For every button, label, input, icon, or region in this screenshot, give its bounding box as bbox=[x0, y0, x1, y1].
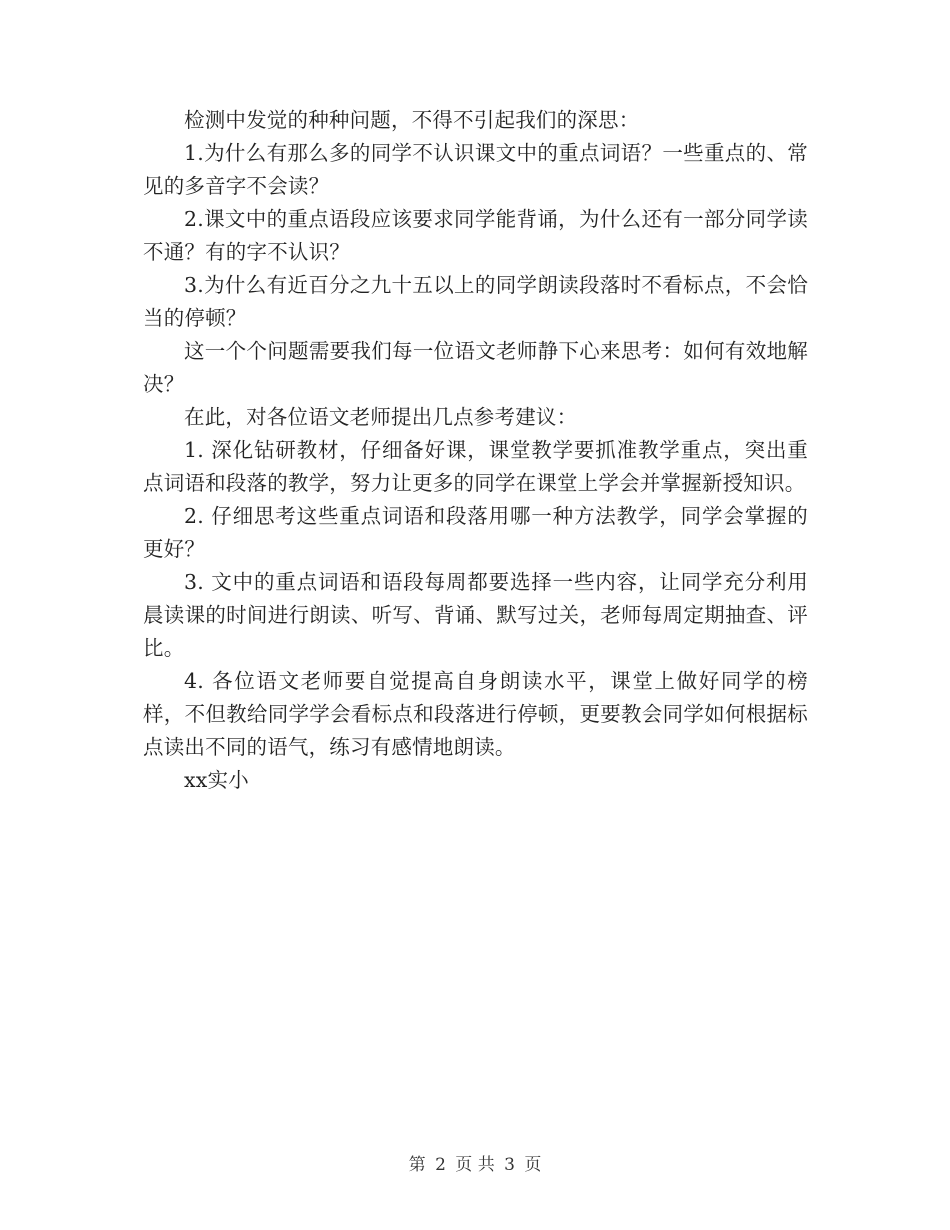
paragraph-suggestions-intro: 在此，对各位语文老师提出几点参考建议： bbox=[184, 405, 578, 429]
page-footer bbox=[0, 1153, 950, 1177]
document-body bbox=[143, 104, 808, 797]
paragraph-question-2: 2.课文中的重点语段应该要求同学能背诵，为什么还有一部分同学读不通？有的字不认识？ bbox=[143, 207, 808, 264]
paragraph-question-1: 1.为什么有那么多的同学不认识课文中的重点词语？一些重点的、常见的多音字不会读？ bbox=[143, 141, 808, 198]
footer-middle: 页 共 bbox=[455, 1155, 495, 1175]
paragraph-suggestion-4: 4. 各位语文老师要自觉提高自身朗读水平，课堂上做好同学的榜样，不但教给同学学会看标点和段落进行停顿，更要教会同学如何根据标点读出不同的语气，练习有感情地朗读。 bbox=[143, 669, 808, 759]
footer-page-number: 2 bbox=[435, 1155, 446, 1175]
paragraph-suggestion-1: 1. 深化钻研教材，仔细备好课，课堂教学要抓准教学重点，突出重点词语和段落的教学，努力让更多的同学在课堂上学会并掌握新授知识。 bbox=[143, 438, 808, 495]
paragraph-question-3: 3.为什么有近百分之九十五以上的同学朗读段落时不看标点，不会恰当的停顿？ bbox=[143, 273, 808, 330]
paragraph-suggestion-2: 2. 仔细思考这些重点词语和段落用哪一种方法教学，同学会掌握的更好？ bbox=[143, 504, 808, 561]
footer-suffix: 页 bbox=[524, 1155, 542, 1175]
paragraph-suggestion-3: 3. 文中的重点词语和语段每周都要选择一些内容，让同学充分利用晨读课的时间进行朗读、听写、背诵、默写过关，老师每周定期抽查、评比。 bbox=[143, 570, 808, 660]
paragraph-signature: xx实小 bbox=[184, 768, 249, 792]
paragraph-reflection: 这一个个问题需要我们每一位语文老师静下心来思考：如何有效地解决？ bbox=[143, 339, 808, 396]
paragraph-intro: 检测中发觉的种种问题，不得不引起我们的深思： bbox=[184, 108, 640, 132]
footer-prefix: 第 bbox=[408, 1155, 426, 1175]
footer-total-pages: 3 bbox=[504, 1155, 515, 1175]
